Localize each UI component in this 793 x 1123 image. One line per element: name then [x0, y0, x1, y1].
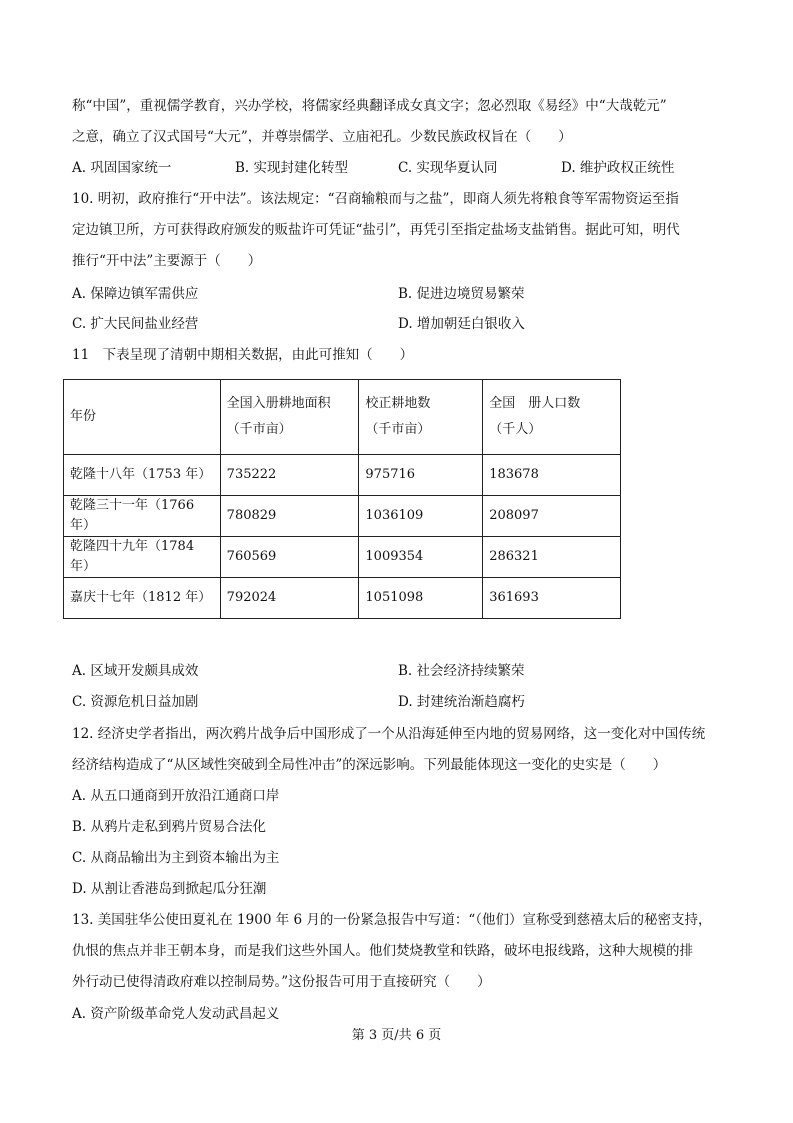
q9-option-d[interactable]: D. 维护政权正统性 — [561, 160, 675, 176]
q9-text-line-1: 称“中国”，重视儒学教育，兴办学校，将儒家经典翻译成女真文字；忽必烈取《易经》中“大哉乾元” — [72, 98, 667, 114]
q10-option-c[interactable]: C. 扩大民间盐业经营 — [72, 316, 199, 332]
q10-option-d[interactable]: D. 增加朝廷白银收入 — [398, 316, 525, 332]
table-cell-year: 嘉庆十七年（1812 年） — [64, 578, 221, 619]
table-cell-registered: 760569 — [220, 537, 359, 578]
q10-options-row-2 — [72, 314, 732, 334]
q12-option-c[interactable]: C. 从商品输出为主到资本输出为主 — [72, 850, 280, 866]
q11-stem: 11 下表呈现了清朝中期相关数据，由此可推知（ ） — [72, 347, 414, 363]
q12-option-a[interactable]: A. 从五口通商到开放沿江通商口岸 — [72, 788, 280, 804]
table-cell-corrected: 975716 — [359, 455, 483, 496]
q12-text-line-2: 经济结构造成了“从区域性突破到全局性冲击”的深远影响。下列最能体现这一变化的史实是（ ） — [72, 757, 667, 773]
table-cell-corrected: 1036109 — [359, 496, 483, 537]
q11-option-b[interactable]: B. 社会经济持续繁荣 — [398, 663, 525, 679]
q13-text-line-1: 13. 美国驻华公使田夏礼在 1900 年 6 月的一份紧急报告中写道：“（他们）宣称受到慈禧太后的秘密支持， — [72, 912, 712, 928]
q13-text-line-2: 仇恨的焦点并非王朝本身，而是我们这些外国人。他们焚烧教堂和铁路，破坏电报线路，这种大规模的排 — [72, 943, 693, 959]
header-corrected-land: 校正耕地数 （千市亩） — [359, 380, 483, 455]
table-cell-registered: 735222 — [220, 455, 359, 496]
q10-text-line-1: 10. 明初，政府推行“开中法”。该法规定：“召商输粮而与之盐”，即商人须先将粮食等军需物资运至指 — [72, 191, 679, 207]
q9-option-b[interactable]: B. 实现封建化转型 — [235, 160, 349, 176]
q9-text-line-2: 之意，确立了汉式国号“大元”，并尊崇儒学、立庙祀孔。少数民族政权旨在（ ） — [72, 129, 572, 145]
q11-option-d[interactable]: D. 封建统治渐趋腐朽 — [398, 694, 525, 710]
table-cell-population: 286321 — [483, 537, 621, 578]
table-cell-registered: 792024 — [220, 578, 359, 619]
q9-options — [72, 158, 732, 178]
q11-option-c[interactable]: C. 资源危机日益加剧 — [72, 694, 199, 710]
q10-options-row-1 — [72, 284, 732, 304]
q10-text-line-2: 定边镇卫所，方可获得政府颁发的贩盐许可凭证“盐引”，再凭引至指定盐场支盐销售。据此可知，明代 — [72, 222, 680, 238]
header-population: 全国 册人口数 （千人） — [483, 380, 621, 455]
q11-option-a[interactable]: A. 区域开发颇具成效 — [72, 663, 199, 679]
table-cell-population: 361693 — [483, 578, 621, 619]
q12-option-b[interactable]: B. 从鸦片走私到鸦片贸易合法化 — [72, 819, 267, 835]
q11-options-row-2 — [72, 692, 732, 712]
q10-text-line-3: 推行“开中法”主要源于（ ） — [72, 253, 262, 269]
table-cell-population: 183678 — [483, 455, 621, 496]
table-row — [64, 537, 621, 578]
q9-option-c[interactable]: C. 实现华夏认同 — [398, 160, 498, 176]
header-registered-land: 全国入册耕地面积 （千市亩） — [220, 380, 359, 455]
table-cell-year: 乾隆三十一年（1766 年） — [64, 496, 221, 537]
page-number: 第 3 页/共 6 页 — [351, 1028, 442, 1043]
q13-option-a[interactable]: A. 资产阶级革命党人发动武昌起义 — [72, 1006, 280, 1022]
table-cell-year: 乾隆十八年（1753 年） — [64, 455, 221, 496]
q11-options-row-1 — [72, 661, 732, 681]
table-cell-year: 乾隆四十九年（1784 年） — [64, 537, 221, 578]
table-row — [64, 455, 621, 496]
table-header-row — [64, 380, 621, 455]
q13-text-line-3: 外行动已使得清政府难以控制局势。”这份报告可用于直接研究（ ） — [72, 974, 491, 990]
table-cell-population: 208097 — [483, 496, 621, 537]
header-year: 年份 — [64, 380, 221, 455]
q10-option-a[interactable]: A. 保障边镇军需供应 — [72, 286, 199, 302]
q9-option-a[interactable]: A. 巩固国家统一 — [72, 160, 172, 176]
q10-option-b[interactable]: B. 促进边境贸易繁荣 — [398, 286, 525, 302]
q12-text-line-1: 12. 经济史学者指出，两次鸦片战争后中国形成了一个从沿海延伸至内地的贸易网络，这一变化对中国传统 — [72, 726, 706, 742]
table-cell-corrected: 1009354 — [359, 537, 483, 578]
table-cell-registered: 780829 — [220, 496, 359, 537]
table-row — [64, 496, 621, 537]
qing-data-table — [63, 379, 621, 619]
table-cell-corrected: 1051098 — [359, 578, 483, 619]
table-row — [64, 578, 621, 619]
q12-option-d[interactable]: D. 从割让香港岛到掀起瓜分狂潮 — [72, 881, 267, 897]
